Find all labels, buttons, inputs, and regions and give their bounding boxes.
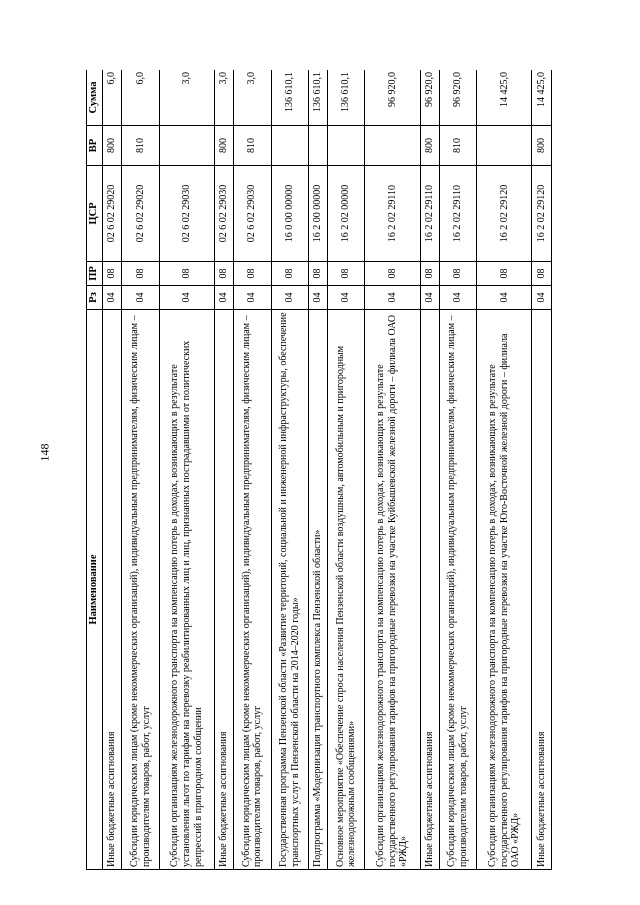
- table-row: [420, 70, 439, 870]
- row-vr: 800: [103, 126, 122, 166]
- header-csr: ЦСР: [87, 166, 103, 262]
- table-row: [477, 70, 532, 870]
- table-row: [532, 70, 552, 870]
- row-name: Подпрограмма «Модернизация транспортного комплекса Пензенской области»: [308, 310, 327, 870]
- row-name: Субсидии организациям железнодорожного транспорта на компенсацию потерь в доходах, возникающих в результате установления льгот по тарифам на перевозку реабилитированных лиц и лиц, признанных пострадавшими от политических репрессий в пригородном сообщении: [159, 310, 214, 870]
- budget-table-rotated: [86, 70, 552, 870]
- row-rz: 04: [440, 286, 477, 310]
- row-sum: 3,0: [159, 70, 214, 126]
- table-row: [159, 70, 214, 870]
- row-rz: 04: [214, 286, 233, 310]
- row-sum: 14 425,0: [532, 70, 552, 126]
- row-csr: 02 6 02 29030: [234, 166, 271, 262]
- row-pr: 08: [103, 262, 122, 286]
- row-rz: 04: [420, 286, 439, 310]
- row-pr: 08: [308, 262, 327, 286]
- row-vr: 810: [440, 126, 477, 166]
- row-rz: 04: [234, 286, 271, 310]
- row-sum: 3,0: [234, 70, 271, 126]
- table-row: [271, 70, 308, 870]
- row-csr: 16 2 02 00000: [328, 166, 365, 262]
- row-vr: [365, 126, 420, 166]
- table-row: [308, 70, 327, 870]
- table-header-row: [87, 70, 103, 870]
- row-pr: 08: [420, 262, 439, 286]
- row-rz: 04: [103, 286, 122, 310]
- row-name: Иные бюджетные ассигнования: [103, 310, 122, 870]
- row-vr: [477, 126, 532, 166]
- row-sum: 96 920,0: [420, 70, 439, 126]
- row-name: Субсидии юридическим лицам (кроме некоммерческих организаций), индивидуальным предпринимателям, физическим лицам – производителям товаров, работ, услуг: [122, 310, 159, 870]
- row-csr: 16 0 00 00000: [271, 166, 308, 262]
- page-number: [34, 0, 56, 905]
- table-row: [328, 70, 365, 870]
- row-csr: 02 6 02 29020: [122, 166, 159, 262]
- row-pr: 08: [234, 262, 271, 286]
- row-rz: 04: [477, 286, 532, 310]
- row-rz: 04: [365, 286, 420, 310]
- row-name: Основное мероприятие «Обеспечение спроса населения Пензенской области воздушным, автомобильным и пригородным железнодорожным сообщениями»: [328, 310, 365, 870]
- row-rz: 04: [328, 286, 365, 310]
- row-pr: 08: [532, 262, 552, 286]
- header-vr: ВР: [87, 126, 103, 166]
- row-name: Субсидии организациям железнодорожного транспорта на компенсацию потерь в доходах, возникающих в результате государственного регулирования тарифов на пригородные перевозки на участке Куйбышевской железной дороги – филиала ОАО «РЖД»: [365, 310, 420, 870]
- row-vr: 800: [420, 126, 439, 166]
- row-vr: 810: [234, 126, 271, 166]
- header-pr: ПР: [87, 262, 103, 286]
- row-vr: [271, 126, 308, 166]
- row-sum: 6,0: [103, 70, 122, 126]
- row-sum: 136 610,1: [271, 70, 308, 126]
- row-csr: 16 2 00 00000: [308, 166, 327, 262]
- row-name: Иные бюджетные ассигнования: [214, 310, 233, 870]
- row-pr: 08: [122, 262, 159, 286]
- table-row: [440, 70, 477, 870]
- row-sum: 3,0: [214, 70, 233, 126]
- table-row: [214, 70, 233, 870]
- budget-table: [86, 70, 552, 870]
- row-name: Субсидии юридическим лицам (кроме некоммерческих организаций), индивидуальным предпринимателям, физическим лицам – производителям товаров, работ, услуг: [234, 310, 271, 870]
- row-pr: 08: [271, 262, 308, 286]
- row-name: Субсидии юридическим лицам (кроме некоммерческих организаций), индивидуальным предпринимателям, физическим лицам – производителям товаров, работ, услуг: [440, 310, 477, 870]
- header-sum: Сумма: [87, 70, 103, 126]
- table-row: [234, 70, 271, 870]
- table-row: [122, 70, 159, 870]
- row-vr: [159, 126, 214, 166]
- row-csr: 02 6 02 29030: [159, 166, 214, 262]
- row-pr: 08: [328, 262, 365, 286]
- row-vr: [308, 126, 327, 166]
- row-csr: 16 2 02 29120: [532, 166, 552, 262]
- row-vr: [328, 126, 365, 166]
- row-csr: 02 6 02 29030: [214, 166, 233, 262]
- row-rz: 04: [271, 286, 308, 310]
- row-sum: 136 610,1: [328, 70, 365, 126]
- row-pr: 08: [477, 262, 532, 286]
- row-name: Иные бюджетные ассигнования: [420, 310, 439, 870]
- budget-table-frame: [86, 70, 552, 870]
- row-vr: 800: [532, 126, 552, 166]
- row-sum: 96 920,0: [365, 70, 420, 126]
- row-rz: 04: [122, 286, 159, 310]
- row-sum: 6,0: [122, 70, 159, 126]
- row-rz: 04: [532, 286, 552, 310]
- page-number-text: 148: [37, 443, 52, 462]
- table-row: [103, 70, 122, 870]
- row-name: Иные бюджетные ассигнования: [532, 310, 552, 870]
- row-sum: 14 425,0: [477, 70, 532, 126]
- row-pr: 08: [214, 262, 233, 286]
- row-pr: 08: [159, 262, 214, 286]
- row-pr: 08: [365, 262, 420, 286]
- row-vr: 810: [122, 126, 159, 166]
- row-name: Субсидии организациям железнодорожного транспорта на компенсацию потерь в доходах, возникающих в результате государственного регулирования тарифов на пригородные перевозки на участке Юго-Восточной железной дороги – филиала ОАО «РЖД»: [477, 310, 532, 870]
- row-csr: 16 2 02 29120: [477, 166, 532, 262]
- row-pr: 08: [440, 262, 477, 286]
- row-sum: 136 610,1: [308, 70, 327, 126]
- row-sum: 96 920,0: [440, 70, 477, 126]
- header-rz: Рз: [87, 286, 103, 310]
- row-csr: 02 6 02 29020: [103, 166, 122, 262]
- row-rz: 04: [159, 286, 214, 310]
- row-csr: 16 2 02 29110: [365, 166, 420, 262]
- row-csr: 16 2 02 29110: [440, 166, 477, 262]
- row-csr: 16 2 02 29110: [420, 166, 439, 262]
- header-name: Наименование: [87, 310, 103, 870]
- row-name: Государственная программа Пензенской области «Развитие территорий, социальной и инженерной инфраструктуры, обеспечение транспортных услуг в Пензенской области на 2014–2020 годы»: [271, 310, 308, 870]
- row-rz: 04: [308, 286, 327, 310]
- table-body: [103, 70, 552, 870]
- row-vr: 800: [214, 126, 233, 166]
- table-row: [365, 70, 420, 870]
